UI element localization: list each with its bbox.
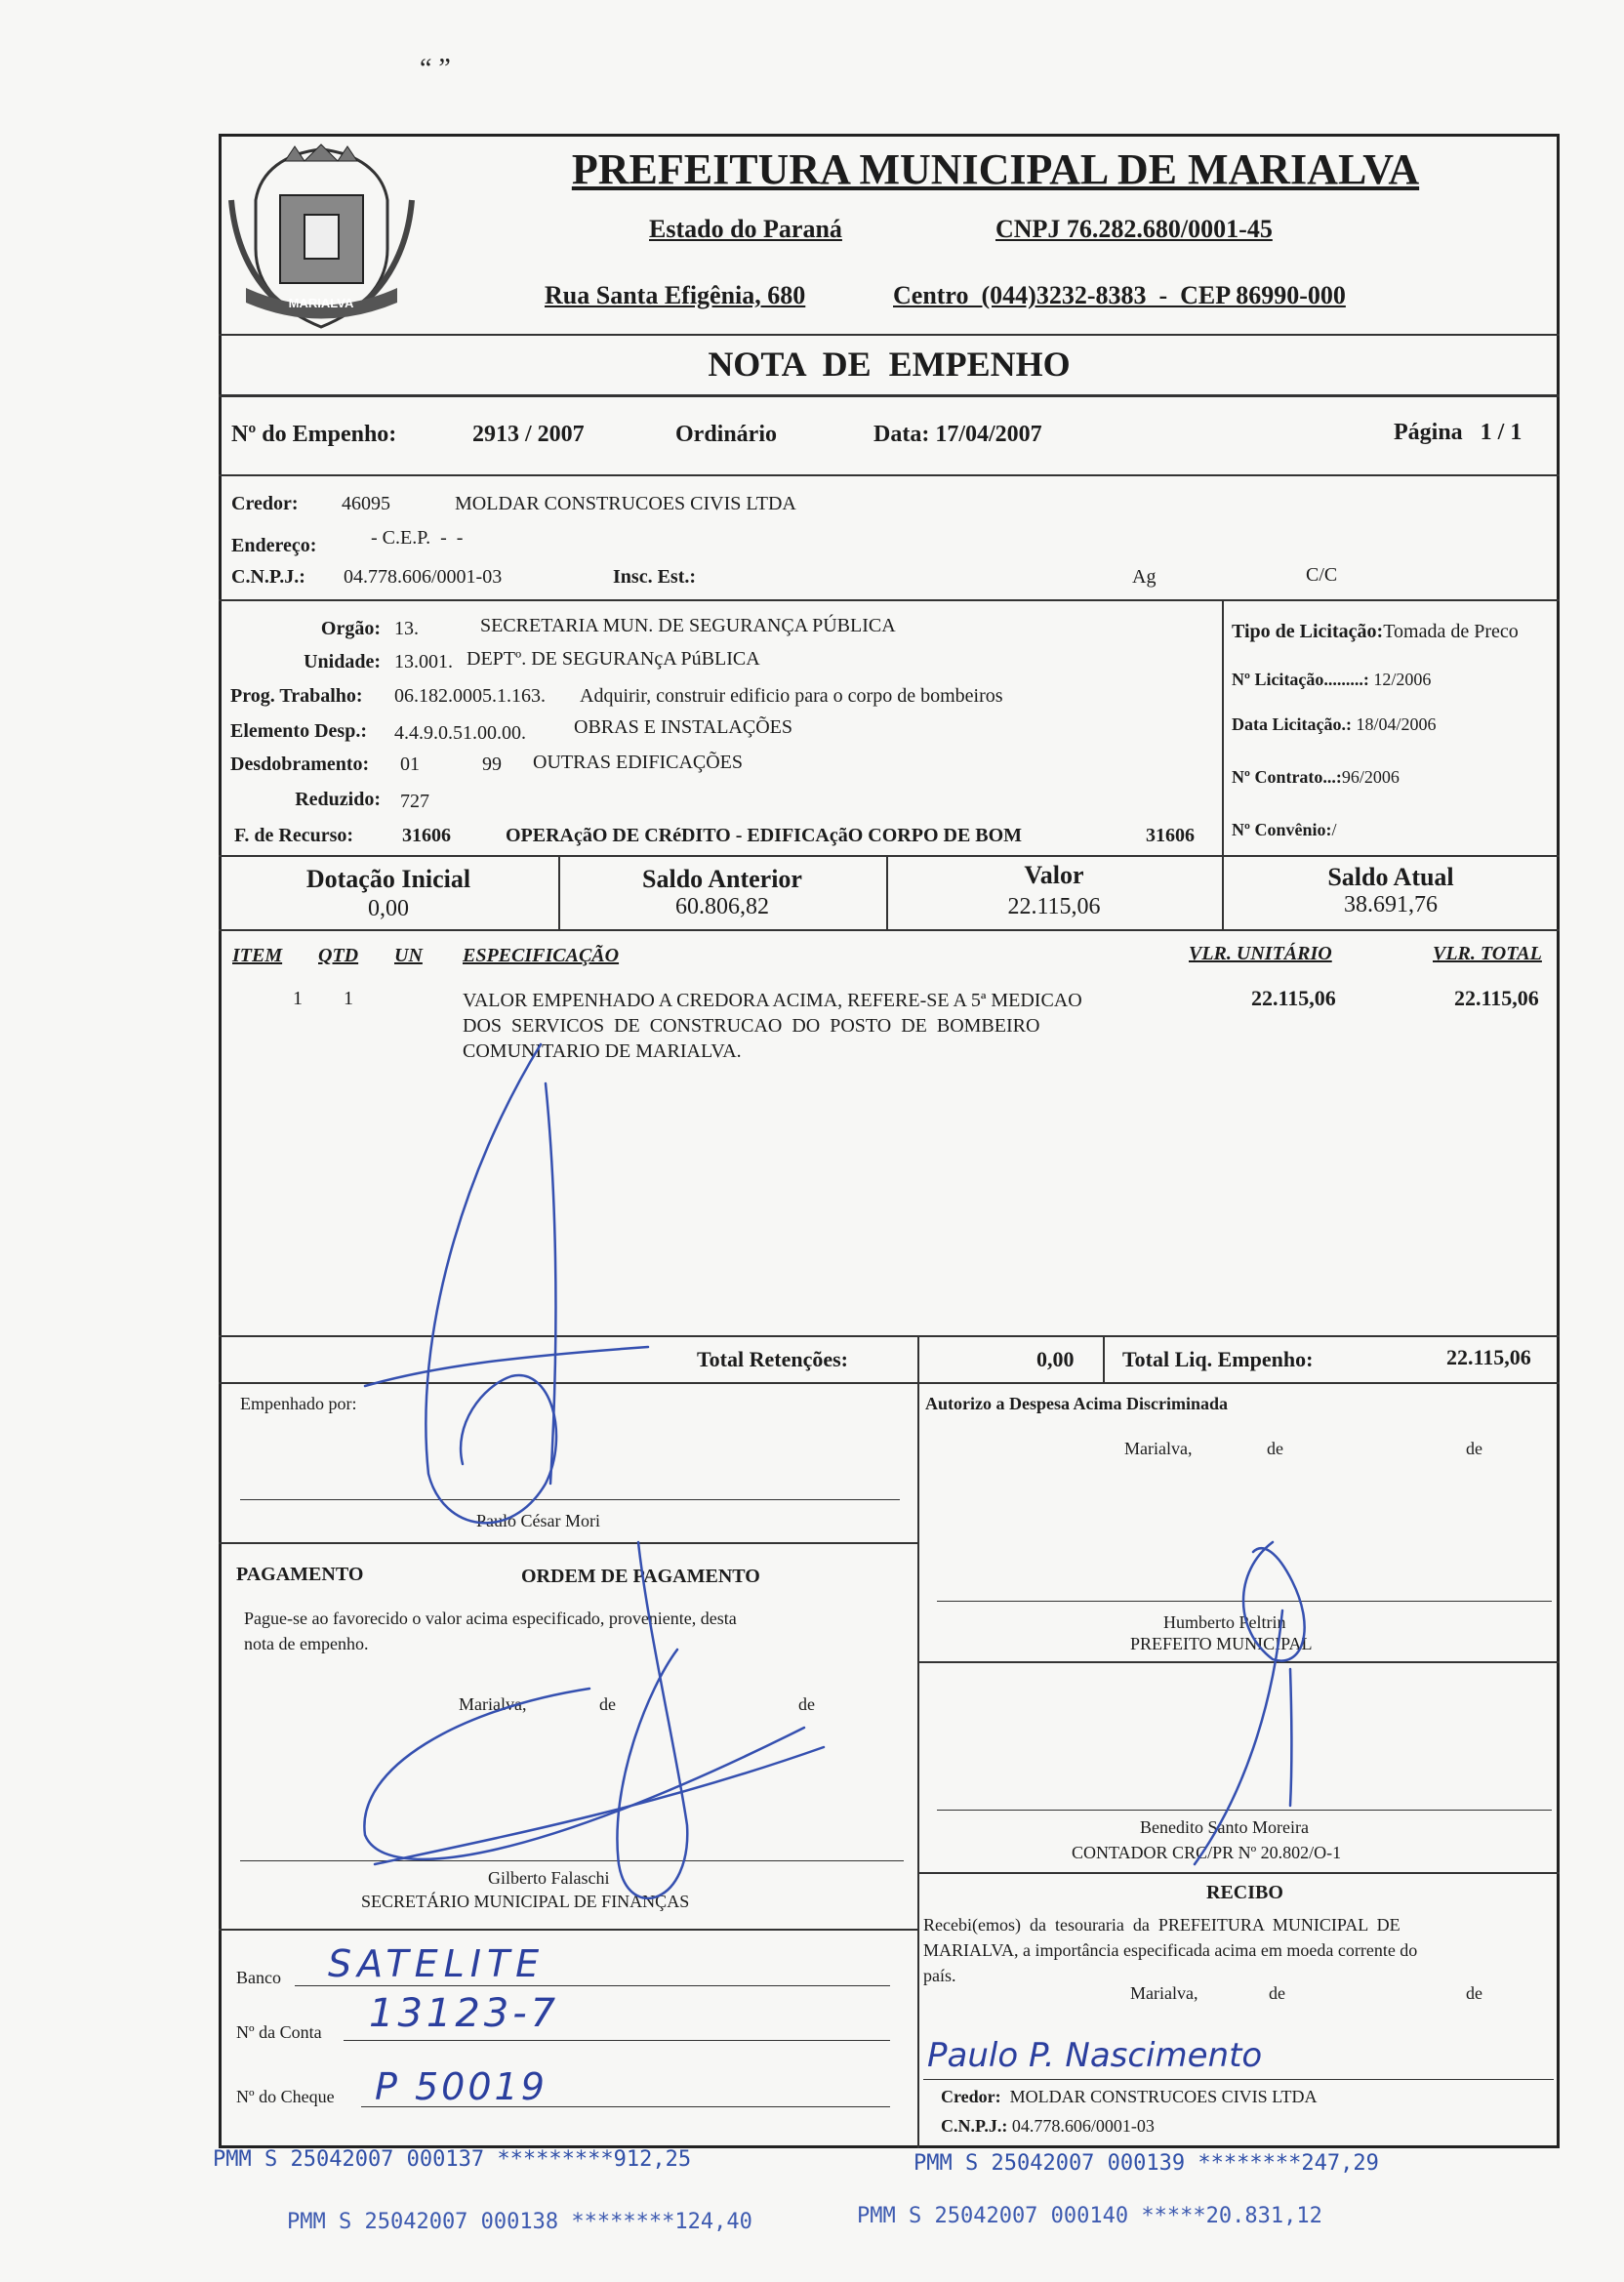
empenho-label: Nº do Empenho:: [231, 422, 397, 447]
numero-contrato: Nº Contrato...:96/2006: [1232, 767, 1400, 787]
secretario-name: Gilberto Falaschi: [488, 1868, 610, 1888]
endereco-value: - C.E.P. - -: [371, 527, 464, 549]
contador-name: Benedito Santo Moreira: [1140, 1817, 1309, 1837]
pagamento-city: Marialva,: [459, 1694, 527, 1714]
contador-title: CONTADOR CRC/PR Nº 20.802/O-1: [1072, 1843, 1342, 1862]
recurso-name: OPERAçãO DE CRéDITO - EDIFICAçãO CORPO DE BOM: [506, 825, 1023, 846]
reduzido-value: 727: [400, 791, 429, 812]
stamp-4: PMM S 25042007 000140 *****20.831,12: [857, 2204, 1322, 2228]
prog-trabalho-name: Adquirir, construir edificio para o corpo de bombeiros: [580, 685, 1003, 707]
valor-value: 22.115,06: [1007, 894, 1101, 919]
numero-licitacao: Nº Licitação.........: 12/2006: [1232, 670, 1432, 689]
empenhado-name: Paulo César Mori: [476, 1511, 600, 1530]
page-number: Página 1 / 1: [1394, 420, 1522, 445]
pagamento-text-2: nota de empenho.: [244, 1634, 369, 1653]
recibo-city: Marialva,: [1130, 1983, 1198, 2003]
unidade-name: DEPTº. DE SEGURANçA PúBLICA: [467, 648, 760, 670]
desdobramento-code2: 99: [482, 754, 502, 775]
item-total-value: 22.115,06: [1454, 986, 1539, 1010]
municipal-crest-icon: [226, 142, 417, 337]
dotacao-inicial-value: 0,00: [368, 896, 409, 921]
recibo-de-2: de: [1466, 1983, 1482, 2003]
autorizo-de-1: de: [1267, 1439, 1283, 1458]
doc-title: NOTA DE EMPENHO: [708, 345, 1071, 384]
agencia-label: Ag: [1132, 566, 1157, 588]
dotacao-inicial-label: Dotação Inicial: [305, 865, 471, 893]
orgao-code: 13.: [394, 618, 419, 639]
item-number: 1: [293, 988, 303, 1009]
conta-label: Nº da Conta: [236, 2022, 322, 2042]
desdobramento-code1: 01: [400, 754, 420, 775]
col-especificacao: ESPECIFICAÇÃO: [463, 945, 620, 966]
item-specification: VALOR EMPENHADO A CREDORA ACIMA, REFERE-SE A 5ª MEDICAO DOS SERVICOS DE CONSTRUCAO DO POSTO DE BOMBEIRO COMUNITARIO DE MARIALVA.: [463, 990, 1082, 1062]
credor-name: MOLDAR CONSTRUCOES CIVIS LTDA: [455, 493, 796, 514]
header-address: Rua Santa Efigênia, 680: [545, 281, 806, 309]
saldo-atual-label: Saldo Atual: [1327, 863, 1454, 891]
saldo-anterior-label: Saldo Anterior: [642, 865, 802, 893]
total-liq-label: Total Liq. Empenho:: [1122, 1347, 1314, 1371]
stamp-2: PMM S 25042007 000139 ********247,29: [914, 2151, 1379, 2176]
recibo-de-1: de: [1269, 1983, 1285, 2003]
col-item: ITEM: [232, 945, 283, 966]
item-qtd: 1: [344, 988, 353, 1009]
elemento-name: OBRAS E INSTALAÇÕES: [574, 716, 792, 738]
pagamento-text-1: Pague-se ao favorecido o valor acima especificado, proveniente, desta: [244, 1609, 737, 1628]
prefeito-name: Humberto Peltrin: [1163, 1612, 1286, 1632]
empenho-date: Data: 17/04/2007: [873, 422, 1042, 447]
recibo-line-2: MARIALVA, a importância especificada acima em moeda corrente do: [923, 1940, 1418, 1960]
empenhado-label: Empenhado por:: [240, 1394, 357, 1413]
col-un: UN: [394, 945, 423, 966]
recurso-code: 31606: [402, 825, 451, 846]
scan-mark: “ ”: [420, 54, 451, 84]
credor-code: 46095: [342, 493, 390, 514]
prog-trabalho-code: 06.182.0005.1.163.: [394, 685, 546, 707]
unidade-code: 13.001.: [394, 651, 453, 672]
numero-convenio: Nº Convênio:/: [1232, 820, 1337, 839]
recibo-signature: Paulo P. Nascimento: [927, 2036, 1263, 2075]
desdobramento-name: OUTRAS EDIFICAÇÕES: [533, 752, 744, 773]
banco-value: SATELITE: [328, 1942, 546, 1985]
item-unit-value: 22.115,06: [1251, 986, 1336, 1010]
valor-label: Valor: [1024, 861, 1084, 889]
autorizo-title: Autorizo a Despesa Acima Discriminada: [925, 1394, 1228, 1413]
total-retencoes-label: Total Retenções:: [697, 1347, 848, 1371]
cheque-label: Nº do Cheque: [236, 2087, 335, 2106]
recibo-credor: Credor: MOLDAR CONSTRUCOES CIVIS LTDA: [941, 2087, 1318, 2106]
conta-corrente-label: C/C: [1306, 564, 1338, 586]
crest-text: MARIALVA: [288, 296, 354, 310]
empenho-number: 2913 / 2007: [472, 422, 585, 447]
credor-cnpj: 04.778.606/0001-03: [344, 566, 503, 588]
empenho-type: Ordinário: [675, 422, 778, 447]
pagamento-de-2: de: [798, 1694, 815, 1714]
desdobramento-label: Desdobramento:: [230, 754, 370, 775]
autorizo-city: Marialva,: [1124, 1439, 1193, 1458]
saldo-atual-value: 38.691,76: [1344, 892, 1438, 917]
recibo-title: RECIBO: [1206, 1882, 1283, 1903]
stamp-1: PMM S 25042007 000137 *********912,25: [213, 2147, 692, 2172]
recurso-label: F. de Recurso:: [234, 825, 354, 846]
prog-trabalho-label: Prog. Trabalho:: [230, 685, 363, 707]
recibo-line-3: país.: [923, 1966, 956, 1985]
recibo-cnpj: C.N.P.J.: 04.778.606/0001-03: [941, 2116, 1155, 2136]
banco-label: Banco: [236, 1968, 281, 1987]
elemento-label: Elemento Desp.:: [230, 720, 367, 742]
pagamento-label: PAGAMENTO: [236, 1564, 364, 1585]
unidade-label: Unidade:: [304, 651, 381, 672]
header-cnpj: CNPJ 76.282.680/0001-45: [995, 215, 1273, 243]
header-state: Estado do Paraná: [649, 215, 842, 243]
endereco-label: Endereço:: [231, 535, 317, 556]
conta-value: 13123-7: [369, 1991, 560, 2036]
reduzido-label: Reduzido:: [295, 789, 381, 810]
cheque-value: P 50019: [375, 2065, 548, 2108]
col-vlr-unitario: VLR. UNITÁRIO: [1189, 943, 1332, 964]
col-qtd: QTD: [318, 945, 359, 966]
stamp-3: PMM S 25042007 000138 ********124,40: [287, 2210, 752, 2234]
secretario-title: SECRETÁRIO MUNICIPAL DE FINANÇAS: [361, 1892, 690, 1911]
orgao-name: SECRETARIA MUN. DE SEGURANÇA PÚBLICA: [480, 615, 896, 636]
autorizo-de-2: de: [1466, 1439, 1482, 1458]
data-licitacao: Data Licitação.: 18/04/2006: [1232, 714, 1437, 734]
prefeito-title: PREFEITO MUNICIPAL: [1130, 1634, 1313, 1653]
header-district-phone-cep: Centro (044)3232-8383 - CEP 86990-000: [893, 281, 1346, 309]
orgao-label: Orgão:: [320, 618, 381, 639]
total-liq-value: 22.115,06: [1446, 1345, 1531, 1369]
recurso-code2: 31606: [1146, 825, 1195, 846]
total-retencoes-value: 0,00: [1036, 1347, 1075, 1371]
tipo-licitacao: Tipo de Licitação:Tomada de Preco: [1232, 621, 1519, 642]
pagamento-de-1: de: [599, 1694, 616, 1714]
elemento-code: 4.4.9.0.51.00.00.: [394, 722, 526, 744]
ordem-pagamento-label: ORDEM DE PAGAMENTO: [521, 1566, 760, 1587]
credor-cnpj-label: C.N.P.J.:: [231, 566, 305, 588]
recibo-line-1: Recebi(emos) da tesouraria da PREFEITURA MUNICIPAL DE: [923, 1915, 1401, 1935]
insc-est-label: Insc. Est.:: [613, 566, 697, 588]
header-title: PREFEITURA MUNICIPAL DE MARIALVA: [571, 145, 1420, 193]
col-vlr-total: VLR. TOTAL: [1433, 943, 1542, 964]
handwritten-signatures-icon: [219, 1025, 1560, 2128]
saldo-anterior-value: 60.806,82: [675, 894, 769, 919]
credor-label: Credor:: [231, 493, 299, 514]
